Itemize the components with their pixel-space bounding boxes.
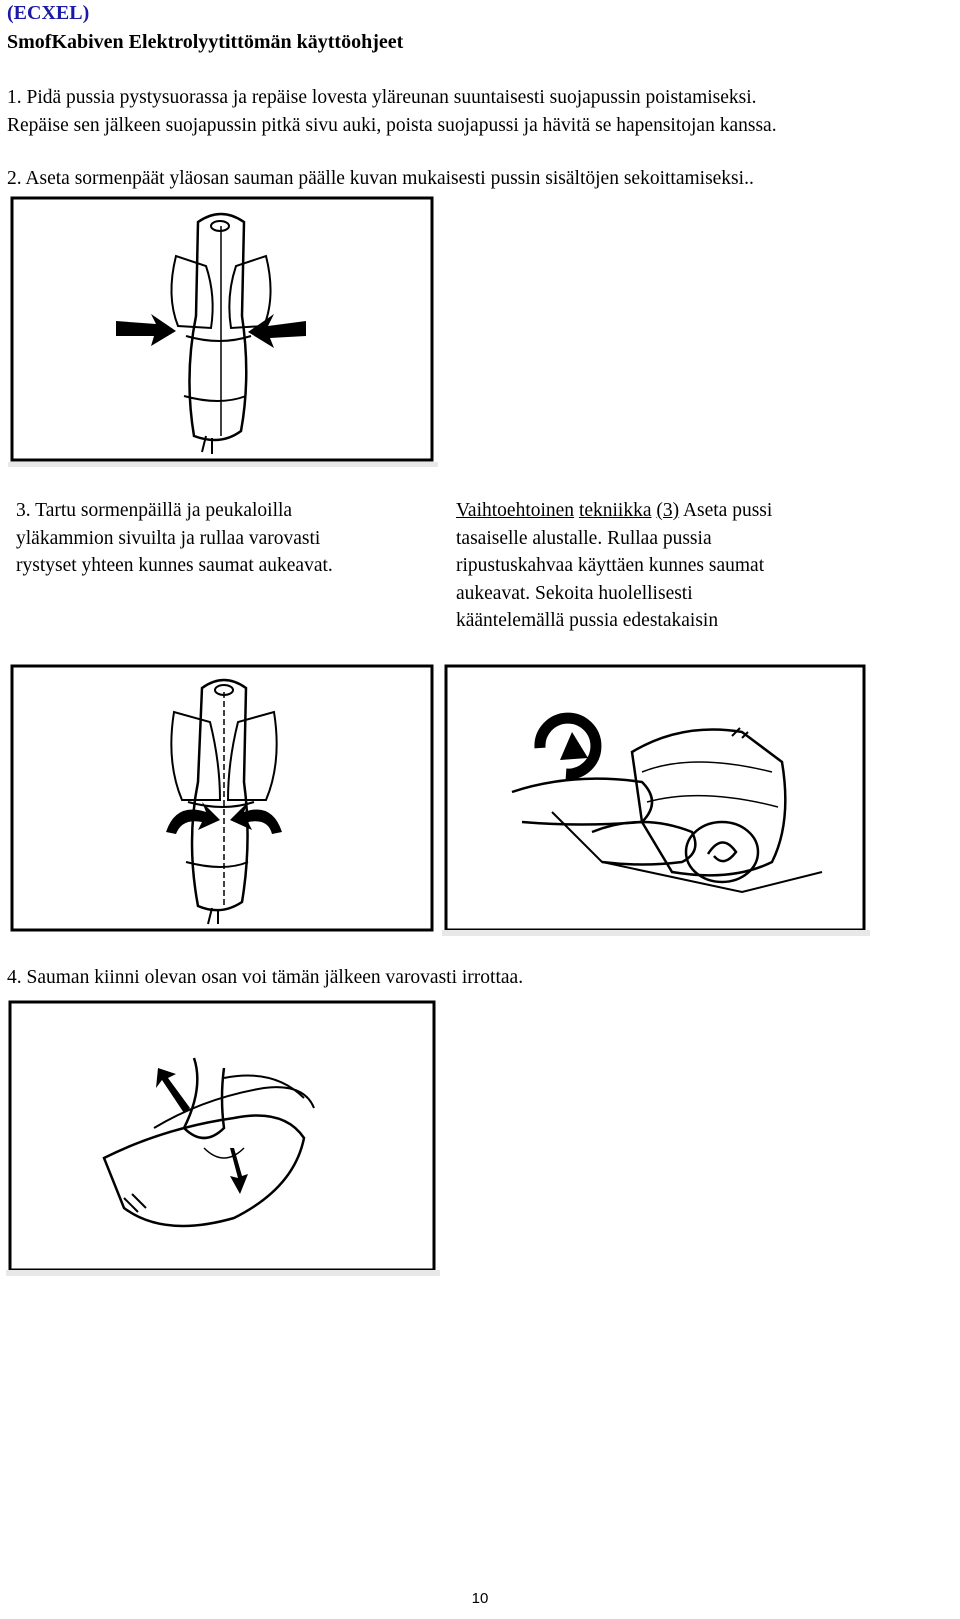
- step-1-line-1: 1. Pidä pussia pystysuorassa ja repäise lovesta yläreunan suuntaisesti suojapussin poistamiseksi.: [7, 87, 757, 108]
- alt-line: ripustuskahvaa käyttäen kunnes saumat: [456, 555, 765, 576]
- alt-line-rest: Aseta pussi: [679, 500, 773, 521]
- alt-line: kääntelemällä pussia edestakaisin: [456, 610, 719, 631]
- alt-line: aukeavat. Sekoita huolellisesti: [456, 582, 693, 604]
- technique-word: tekniikka: [578, 500, 652, 521]
- step-3-line: 3. Tartu sormenpäillä ja peukaloilla: [16, 500, 293, 521]
- figure-alternative-technique: [442, 662, 870, 936]
- page-title: SmofKabiven Elektrolyytittömän käyttöohjeet: [7, 31, 404, 53]
- step-2-text: 2. Aseta sormenpäät yläosan sauman päälle kuvan mukaisesti pussin sisältöjen sekoittamiseksi..: [7, 168, 754, 189]
- figure-step-4: [4, 998, 440, 1280]
- figure-step-2: [6, 196, 438, 468]
- reference-number: (3): [656, 500, 680, 521]
- step-4-text: 4. Sauman kiinni olevan osan voi tämän jälkeen varovasti irrottaa.: [7, 967, 524, 988]
- step-3-text: [16, 497, 333, 580]
- alt-line: tasaiselle alustalle. Rullaa pussia: [456, 527, 712, 549]
- alternative-word: Vaihtoehtoinen: [456, 500, 575, 521]
- page-number: 10: [471, 1590, 489, 1607]
- figure-step-3: [6, 662, 434, 936]
- step-1-line-2: Repäise sen jälkeen suojapussin pitkä sivu auki, poista suojapussi ja hävitä se hapensitojan kanssa.: [7, 115, 777, 136]
- step-3-line: rystyset yhteen kunnes saumat aukeavat.: [16, 555, 333, 576]
- step-3-line: yläkammion sivuilta ja rullaa varovasti: [16, 527, 321, 549]
- brand-code: (ECXEL): [7, 2, 90, 24]
- alternative-technique-text: [456, 497, 772, 635]
